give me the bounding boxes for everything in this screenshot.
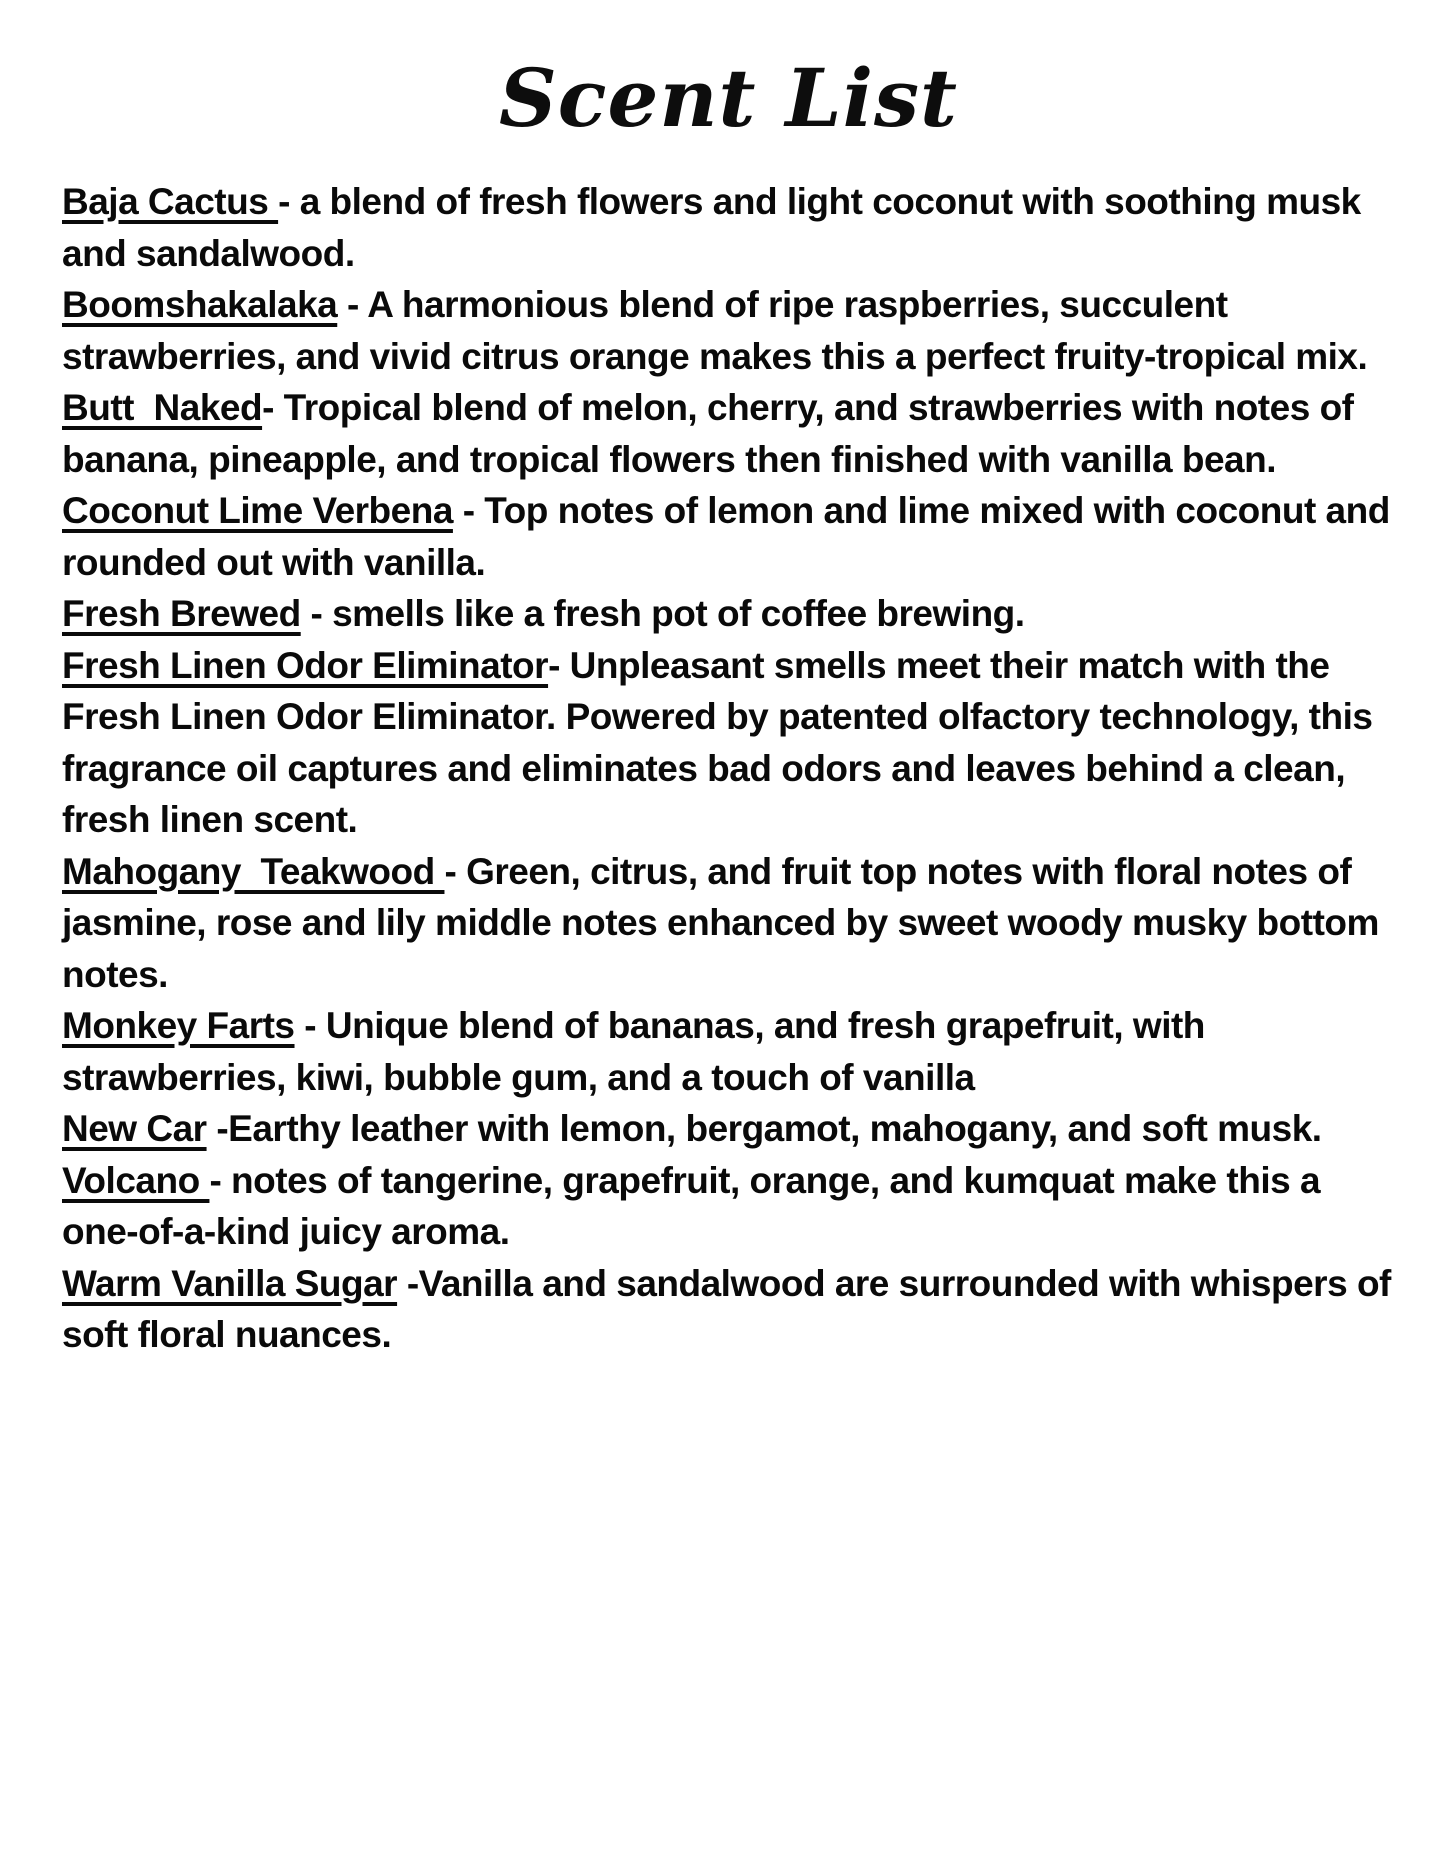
scent-description: -Vanilla and sandalwood are surrounded with whispers of soft floral nuances. [62,1262,1401,1355]
scent-description: - A harmonious blend of ripe raspberries, succulent strawberries, and vivid citrus orange makes this a perfect fruity-tropical mix. [62,284,1368,377]
scent-name: Monkey Farts [62,1005,295,1046]
scent-description: - Unique blend of bananas, and fresh grapefruit, with strawberries, kiwi, bubble gum, and a touch of vanilla [62,1005,1215,1098]
scent-entry [62,1103,1395,1155]
scent-entry [62,588,1395,640]
scent-entry [62,846,1395,1001]
scent-entry [62,382,1395,485]
scent-entry [62,485,1400,588]
scent-entry [62,1000,1395,1103]
scent-description: -Earthy leather with lemon, bergamot, mahogany, and soft musk. [206,1108,1322,1149]
scent-name: New Car [62,1108,207,1149]
scent-entry [62,1155,1395,1258]
scent-description: - Unpleasant smells meet their match with the Fresh Linen Odor Eliminator. Powered by patented olfactory technology, this fragrance oil captures and eliminates bad odors and leaves behind a clean, fresh linen scent. [62,644,1383,840]
scent-name: Baja Cactus [62,181,279,222]
scent-description: - smells like a fresh pot of coffee brewing. [300,593,1025,634]
scent-name: Fresh Linen Odor Eliminator [62,644,549,686]
scent-name: Fresh Brewed [62,593,301,634]
scent-name: Volcano [62,1159,210,1201]
scent-name: Butt Naked [62,387,263,428]
scent-entry [62,176,1395,279]
page-title: Scent List [499,51,958,145]
scent-description: - Tropical blend of melon, cherry, and strawberries with notes of banana, pineapple, and tropical flowers then finished with vanilla bean. [62,387,1364,480]
scent-entry [62,1258,1401,1361]
scent-name: Warm Vanilla Sugar [62,1262,398,1304]
scent-entry [62,640,1395,846]
scent-list [62,176,1401,1361]
scent-entry [62,279,1395,382]
scent-description: - a blend of fresh flowers and light coconut with soothing musk and sandalwood. [62,181,1371,274]
scent-name: Boomshakalaka [62,284,338,325]
scent-description: - Top notes of lemon and lime mixed with coconut and rounded out with vanilla. [62,490,1400,583]
scent-name: Coconut Lime Verbena [62,490,453,531]
scent-description: - notes of tangerine, grapefruit, orange, and kumquat make this a one-of-a-kind juicy aroma. [62,1159,1330,1252]
scent-name: Mahogany Teakwood [62,850,445,892]
scent-description: - Green, citrus, and fruit top notes with floral notes of jasmine, rose and lily middle notes enhanced by sweet woody musky bottom notes. [62,850,1389,995]
